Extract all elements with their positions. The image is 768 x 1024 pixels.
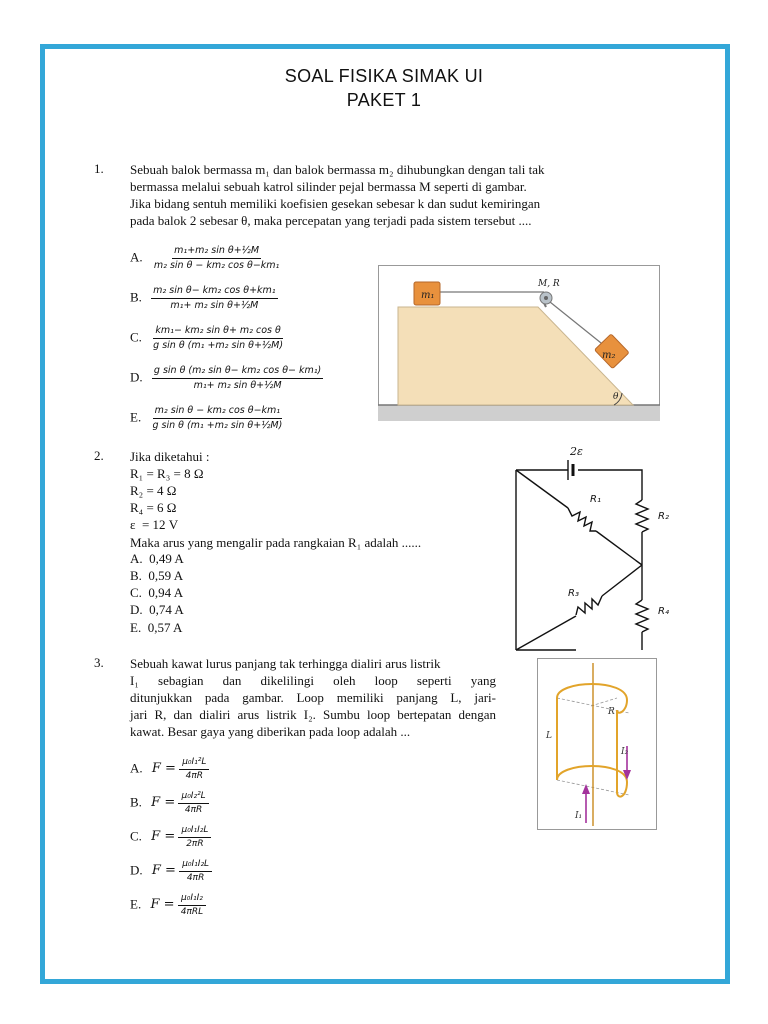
option-text: 0,94 A	[148, 585, 184, 600]
option-label: D.	[130, 862, 143, 878]
denominator: m₂ sin θ − km₂ cos θ−km₁	[153, 260, 280, 271]
option-label: A.	[130, 249, 143, 265]
q3-option-c[interactable]	[130, 825, 211, 850]
r2-label: R₂	[658, 511, 669, 522]
q2-line-6: Maka arus yang mengalir pada rangkaian R₁ adalah ......	[130, 535, 422, 550]
option-label: E.	[130, 409, 142, 425]
r3-wire-a	[602, 565, 642, 596]
q3-option-d[interactable]	[130, 859, 212, 884]
r3-label: R₃	[568, 588, 579, 599]
q2-line-2: R₁ = R₃ = 8 Ω	[130, 466, 204, 481]
ground	[378, 405, 660, 421]
formula-lhs: F =	[151, 761, 176, 777]
r3-resistor	[576, 596, 602, 615]
q1-option-c[interactable]	[130, 325, 285, 352]
formula-lhs: F =	[151, 829, 176, 845]
fraction	[178, 791, 208, 816]
q1-number: 1.	[94, 161, 104, 176]
formula-lhs: F =	[151, 863, 176, 879]
q1-line-2: bermassa melalui sebuah katrol silinder pejal bermassa M seperti di gambar.	[130, 179, 527, 194]
option-label: B.	[130, 568, 142, 583]
option-label: C.	[130, 329, 142, 345]
q2-line-1: Jika diketahui :	[130, 449, 210, 464]
q1-option-d[interactable]	[130, 365, 323, 392]
option-label: C.	[130, 828, 142, 844]
numerator: μ₀I₁I₂L	[179, 859, 212, 872]
page-subtitle: PAKET 1	[346, 90, 422, 110]
pulley-axle	[544, 296, 548, 300]
option-label: D.	[130, 602, 143, 617]
r4-resistor	[636, 600, 648, 632]
theta-label: θ	[613, 392, 619, 402]
fraction	[178, 893, 206, 918]
denominator: g sin θ (m₁ +m₂ sin θ+½M)	[152, 420, 283, 431]
numerator: m₂ sin θ − km₂ cos θ−km₁	[153, 405, 282, 419]
q3-line-2: I₁ sebagian dan dikelilingi oleh loop seperti yang	[130, 673, 496, 688]
numerator: m₂ sin θ− km₂ cos θ+km₁	[151, 285, 277, 299]
denominator: 4πR	[184, 805, 203, 815]
denominator: m₁+ m₂ sin θ+½M	[193, 380, 282, 391]
denominator: 2πR	[186, 839, 204, 849]
emf-label: 2ε	[570, 445, 583, 458]
option-label: E.	[130, 620, 142, 635]
numerator: μ₀I₁²L	[179, 757, 209, 770]
r1-resistor	[568, 508, 596, 531]
option-label: D.	[130, 369, 143, 385]
q2-line-3: R₂ = 4 Ω	[130, 483, 177, 498]
numerator: m₁+m₂ sin θ+½M	[172, 245, 261, 259]
q3-line-1: Sebuah kawat lurus panjang tak terhingga dialiri arus listrik	[130, 656, 441, 671]
formula-lhs: F =	[150, 897, 175, 913]
q1-line-1: Sebuah balok bermassa m₁ dan balok bermassa m₂ dihubungkan dengan tali tak	[130, 162, 545, 177]
option-text: 0,59 A	[148, 568, 184, 583]
q2-option-a[interactable]	[130, 551, 184, 567]
radius-label: R	[608, 707, 615, 717]
q1-line-4: pada balok 2 sebesar θ, maka percepatan yang terjadi pada sistem tersebut ....	[130, 213, 532, 228]
denominator: 4πR	[185, 771, 203, 781]
q2-number: 2.	[94, 448, 104, 463]
numerator: g sin θ (m₂ sin θ− km₂ cos θ− km₁)	[152, 365, 323, 379]
r4-label: R₄	[658, 606, 669, 617]
fraction	[151, 325, 285, 352]
r1-label: R₁	[590, 494, 601, 505]
numerator: μ₀I₁I₂L	[178, 825, 211, 838]
q3-line-3: ditunjukkan pada gambar. Loop memiliki panjang L, jari-	[130, 690, 496, 705]
q2-option-d[interactable]	[130, 602, 184, 618]
q3-option-a[interactable]	[130, 757, 209, 782]
fraction	[178, 825, 211, 850]
option-label: A.	[130, 551, 143, 566]
m1-label: m₁	[421, 290, 435, 301]
top-wire	[516, 470, 642, 500]
q1-option-a[interactable]	[130, 245, 281, 272]
denominator: 4πR	[186, 873, 205, 883]
denominator: 4πRL	[180, 907, 204, 917]
r3-wire-b	[516, 616, 576, 650]
q2-option-b[interactable]	[130, 568, 183, 584]
q1-option-b[interactable]	[130, 285, 278, 312]
fraction	[152, 245, 281, 272]
numerator: μ₀I₂²L	[178, 791, 208, 804]
fraction	[152, 365, 323, 392]
q2-option-e[interactable]	[130, 620, 182, 636]
q3-line-4: jari R, dan dialiri arus listrik I₂. Sumbu loop bertepatan dengan	[130, 707, 496, 722]
q3-option-b[interactable]	[130, 791, 209, 816]
m2-label: m₂	[602, 350, 616, 361]
i2-label: I₂	[621, 747, 629, 757]
pulley-label: M, R	[538, 279, 560, 289]
option-label: B.	[130, 794, 142, 810]
option-label: C.	[130, 585, 142, 600]
q2-line-4: R₄ = 6 Ω	[130, 500, 177, 515]
circuit-figure	[506, 440, 702, 662]
q1-option-e[interactable]	[130, 405, 284, 432]
option-text: 0,74 A	[149, 602, 184, 617]
formula-lhs: F =	[151, 795, 176, 811]
option-text: 0,49 A	[149, 551, 184, 566]
fraction	[150, 405, 284, 432]
fraction	[151, 285, 277, 312]
option-label: E.	[130, 896, 142, 912]
r2-resistor	[636, 500, 648, 532]
length-label: L	[546, 731, 552, 741]
fraction	[179, 859, 212, 884]
i1-label: I₁	[575, 811, 583, 821]
q1-line-3: Jika bidang sentuh memiliki koefisien gesekan sebesar k dan sudut kemiringan	[130, 196, 541, 211]
r1-wire-b	[596, 531, 642, 565]
fraction	[179, 757, 209, 782]
r1-wire-a	[516, 470, 568, 508]
denominator: m₁+ m₂ sin θ+½M	[170, 300, 259, 311]
numerator: km₁− km₂ sin θ+ m₂ cos θ	[153, 325, 282, 339]
page-title: SOAL FISIKA SIMAK UI	[284, 66, 484, 86]
q3-line-5: kawat. Besar gaya yang diberikan pada loop adalah ...	[130, 724, 411, 739]
option-text: 0,57 A	[147, 620, 183, 635]
numerator: μ₀I₁I₂	[178, 893, 206, 906]
incline-pulley-figure	[378, 265, 660, 421]
q3-number: 3.	[94, 655, 104, 670]
denominator: g sin θ (m₁ +m₂ sin θ+½M)	[153, 340, 284, 351]
wire-loop-figure	[537, 658, 657, 830]
option-label: B.	[130, 289, 142, 305]
option-label: A.	[130, 760, 143, 776]
q3-option-e[interactable]	[130, 893, 206, 918]
q2-option-c[interactable]	[130, 585, 183, 601]
q2-line-5: ε = 12 V	[130, 517, 179, 532]
